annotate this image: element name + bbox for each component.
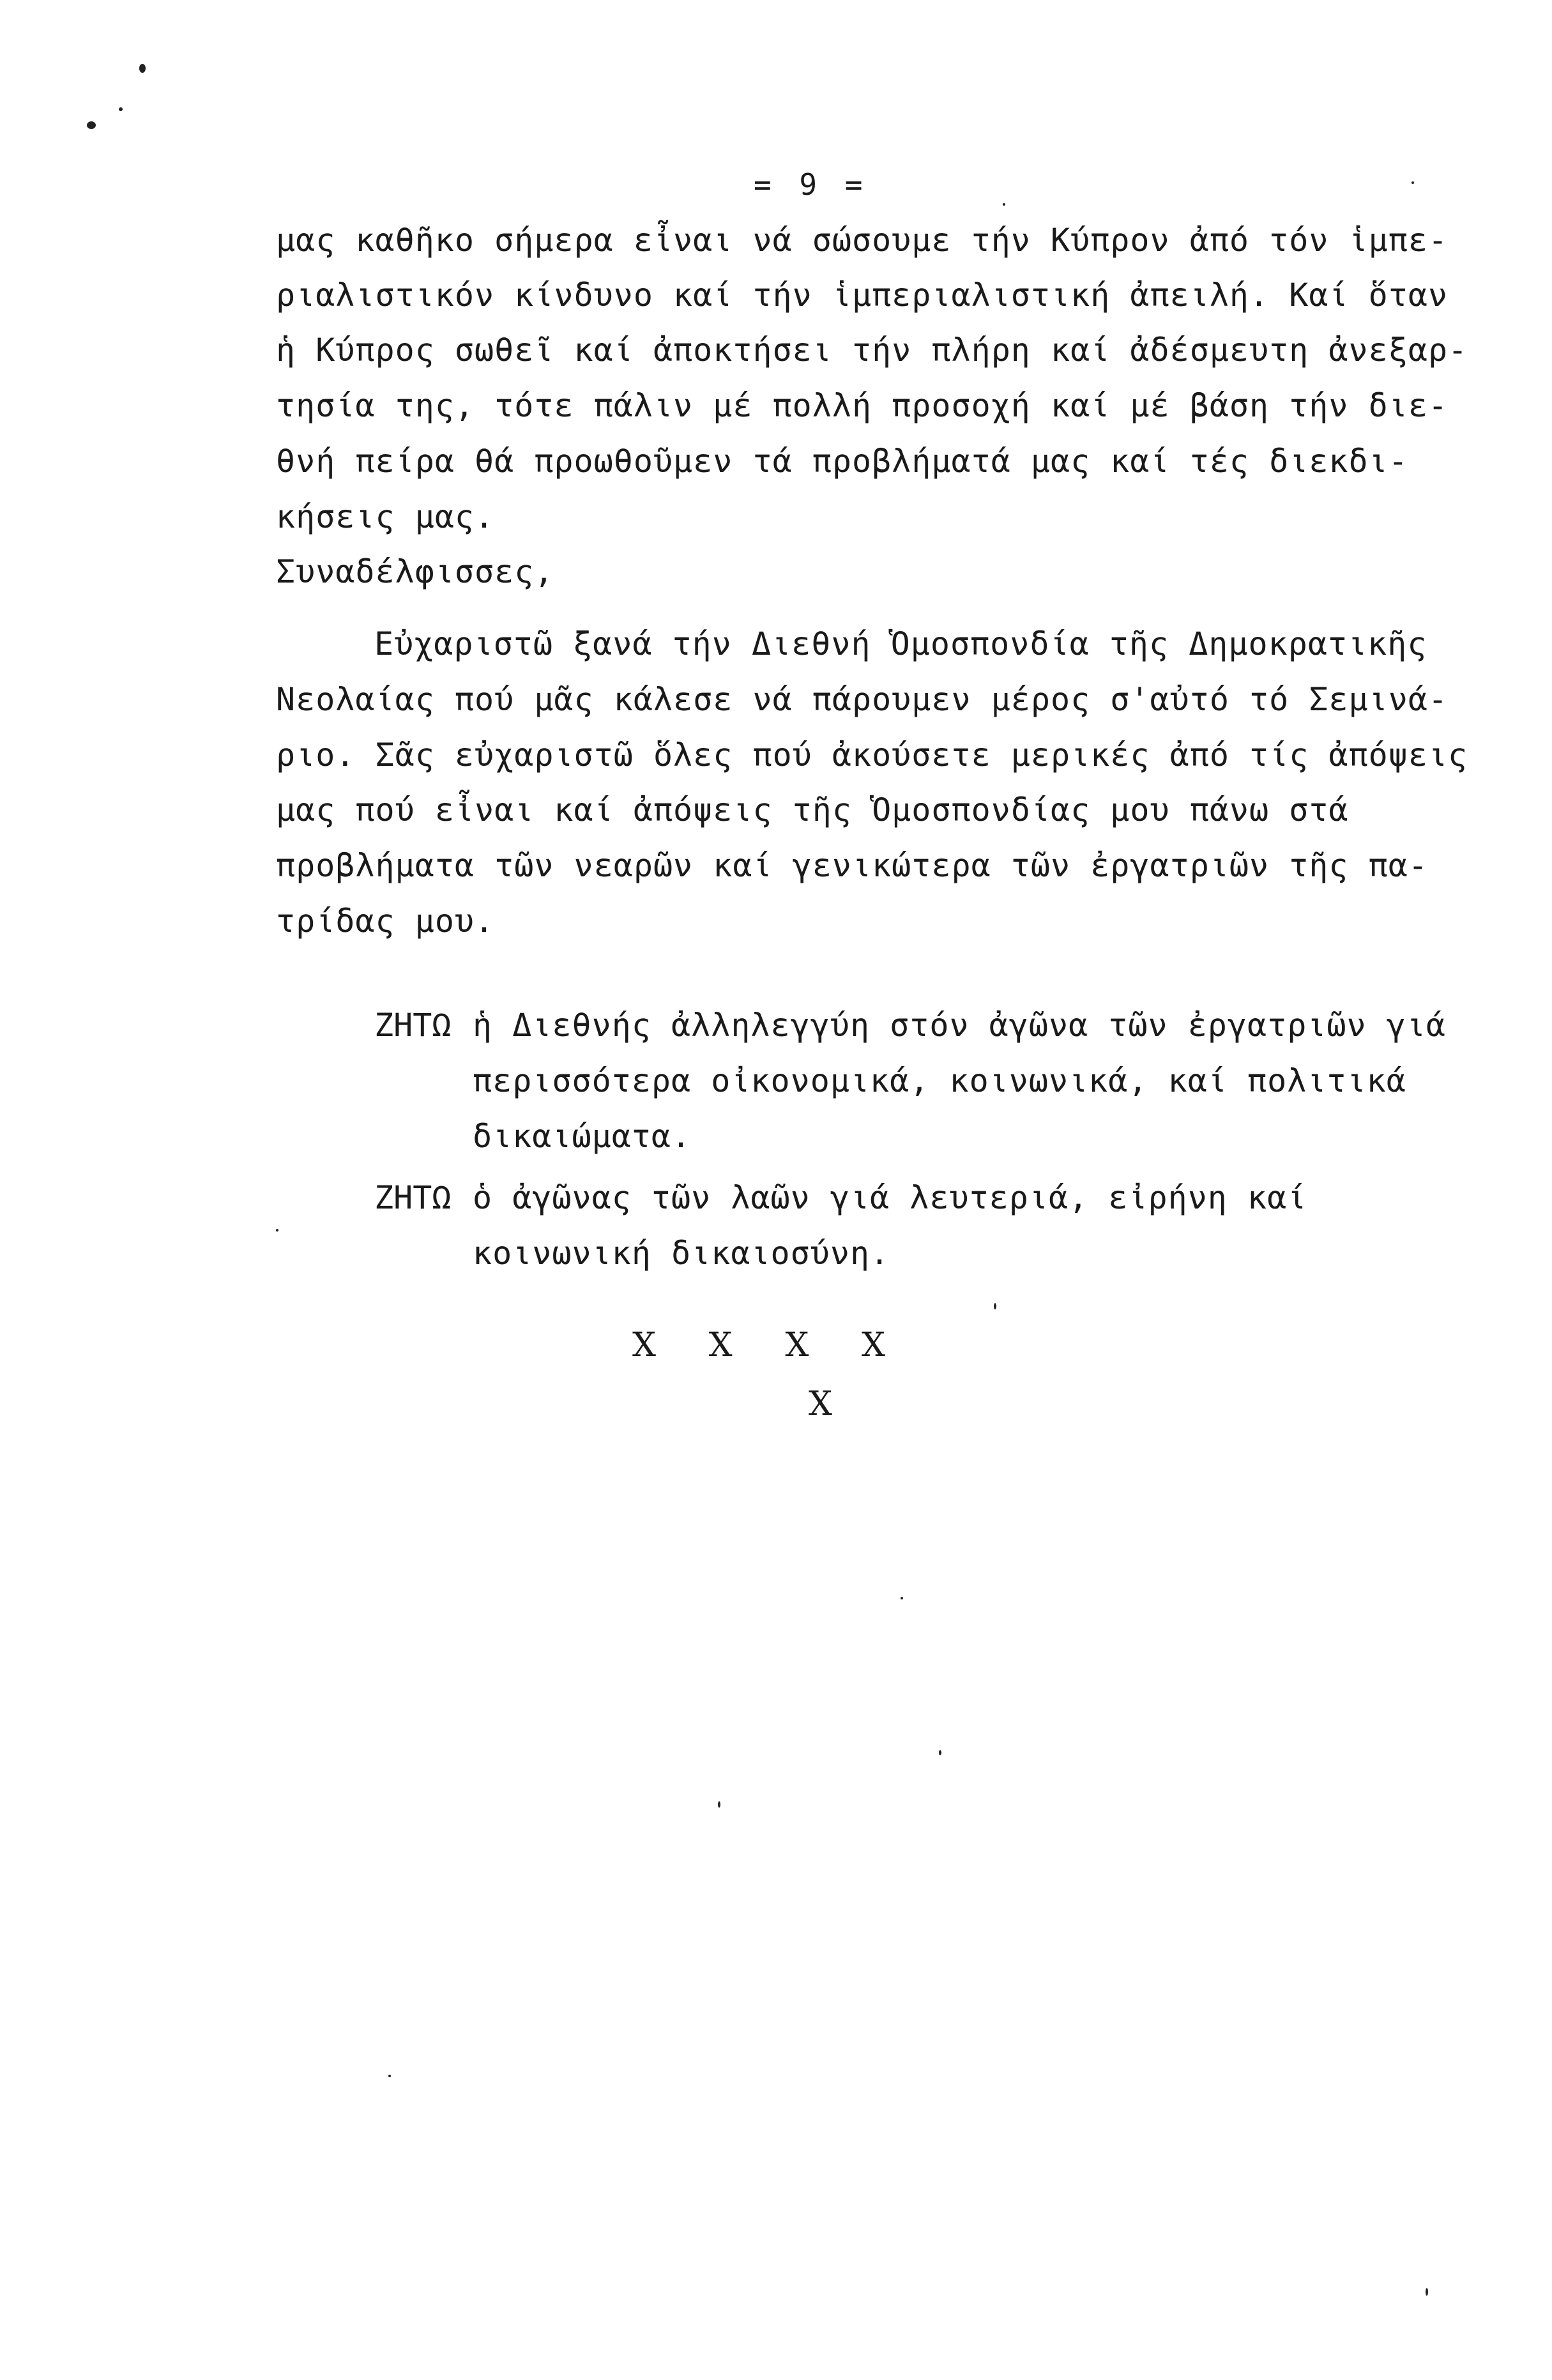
salutation: Συναδέλφισσες, <box>276 553 554 590</box>
slogan-label: ΖΗΤΩ <box>374 1179 452 1216</box>
body-line: τησία της, τότε πάλιν μέ πολλή προσοχή καί μέ βάση τήν διε- <box>276 387 1449 424</box>
thanks-line: τρίδας μου. <box>276 903 495 940</box>
scan-speck <box>139 64 146 73</box>
body-line: μας καθῆκο σήμερα εἶναι νά σώσουμε τήν Κύπρον ἀπό τόν ἱμπε- <box>276 222 1449 259</box>
scan-speck <box>994 1303 996 1309</box>
closing-marks-row: X <box>809 1385 833 1423</box>
thanks-line: ριο. Σᾶς εὐχαριστῶ ὅλες πού ἀκούσετε μερικές ἀπό τίς ἀπόψεις <box>276 736 1468 774</box>
body-line: ριαλιστικόν κίνδυνο καί τήν ἱμπεριαλιστική ἀπειλή. Καί ὅταν <box>276 277 1449 314</box>
scan-speck <box>1003 203 1005 206</box>
page-number: = 9 = <box>754 167 868 202</box>
thanks-line: προβλήματα τῶν νεαρῶν καί γενικώτερα τῶν ἐργατριῶν τῆς πα- <box>276 847 1428 884</box>
closing-marks-row: X X X X <box>632 1326 886 1364</box>
body-line: κήσεις μας. <box>276 498 495 535</box>
slogan-line: ἡ Διεθνής ἀλληλεγγύη στόν ἀγῶνα τῶν ἐργατριῶν γιά <box>473 1007 1447 1044</box>
thanks-line: Νεολαίας πού μᾶς κάλεσε νά πάρουμεν μέρος σ'αὐτό τό Σεμινά- <box>276 681 1449 718</box>
scan-speck <box>939 1750 941 1755</box>
body-line: θνή πείρα θά προωθοῦμεν τά προβλήματά μας καί τές διεκδι- <box>276 443 1408 480</box>
scan-speck <box>276 1229 278 1232</box>
scan-speck <box>1411 181 1414 184</box>
scan-speck <box>119 107 123 111</box>
scan-speck <box>388 2075 391 2077</box>
slogan-line: περισσότερα οἰκονομικά, κοινωνικά, καί πολιτικά <box>473 1062 1406 1099</box>
slogan-label: ΖΗΤΩ <box>374 1007 452 1044</box>
slogan-line: ὁ ἀγῶνας τῶν λαῶν γιά λευτεριά, εἰρήνη καί <box>473 1179 1307 1216</box>
scan-speck <box>718 1801 720 1808</box>
scan-speck <box>1426 2288 1428 2296</box>
body-line: ἡ Κύπρος σωθεῖ καί ἀποκτήσει τήν πλήρη καί ἀδέσμευτη ἀνεξαρ- <box>276 332 1468 369</box>
slogan-line: δικαιώματα. <box>473 1118 692 1155</box>
scan-speck <box>87 121 96 129</box>
slogan-line: κοινωνική δικαιοσύνη. <box>473 1235 890 1272</box>
thanks-line: Εὐχαριστῶ ξανά τήν Διεθνή Ὁμοσπονδία τῆς Δημοκρατικῆς <box>374 625 1427 662</box>
thanks-line: μας πού εἶναι καί ἀπόψεις τῆς Ὁμοσπονδίας μου πάνω στά <box>276 791 1349 828</box>
scan-speck <box>901 1597 903 1599</box>
